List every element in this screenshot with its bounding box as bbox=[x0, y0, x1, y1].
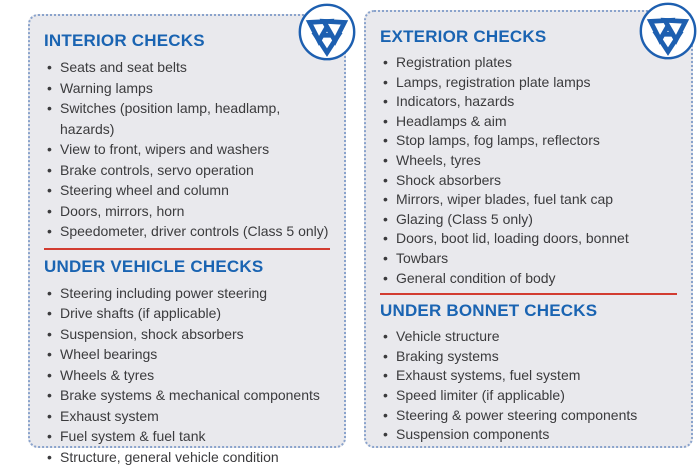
bullet-icon: • bbox=[47, 139, 60, 160]
check-list-item bbox=[380, 425, 679, 445]
section-under-bonnet-checks bbox=[380, 300, 679, 445]
check-item-label: Steering wheel and column bbox=[60, 180, 229, 201]
check-item-label: Steering & power steering components bbox=[396, 406, 637, 426]
check-list-under-bonnet bbox=[380, 327, 679, 445]
bullet-icon: • bbox=[47, 221, 60, 242]
bullet-icon: • bbox=[383, 386, 396, 406]
mot-three-triangles-icon bbox=[638, 1, 698, 61]
check-item-label: General condition of body bbox=[396, 269, 556, 289]
red-divider bbox=[380, 293, 677, 295]
bullet-icon: • bbox=[47, 201, 60, 222]
check-item-label: Vehicle structure bbox=[396, 327, 500, 347]
check-list-item bbox=[380, 53, 679, 73]
bullet-icon: • bbox=[383, 73, 396, 93]
panel-interior-under-vehicle bbox=[28, 14, 346, 448]
bullet-icon: • bbox=[383, 92, 396, 112]
bullet-icon: • bbox=[47, 78, 60, 99]
check-list-item bbox=[44, 365, 332, 386]
check-item-label: View to front, wipers and washers bbox=[60, 139, 269, 160]
bullet-icon: • bbox=[383, 112, 396, 132]
bullet-icon: • bbox=[383, 210, 396, 230]
section-under-vehicle-checks bbox=[44, 256, 332, 467]
check-item-label: Towbars bbox=[396, 249, 448, 269]
check-list-item bbox=[380, 131, 679, 151]
section-interior-checks bbox=[44, 30, 332, 242]
check-list-item bbox=[44, 221, 332, 242]
bullet-icon: • bbox=[47, 365, 60, 386]
check-item-label: Switches (position lamp, headlamp, hazards) bbox=[60, 98, 332, 139]
section-exterior-checks bbox=[380, 26, 679, 288]
panel-exterior-under-bonnet bbox=[364, 10, 693, 448]
check-item-label: Wheels, tyres bbox=[396, 151, 481, 171]
bullet-icon: • bbox=[383, 327, 396, 347]
bullet-icon: • bbox=[383, 406, 396, 426]
check-list-item bbox=[380, 249, 679, 269]
bullet-icon: • bbox=[47, 283, 60, 304]
check-item-label: Brake systems & mechanical components bbox=[60, 385, 320, 406]
check-list-item bbox=[380, 92, 679, 112]
bullet-icon: • bbox=[47, 324, 60, 345]
check-list-item bbox=[380, 171, 679, 191]
bullet-icon: • bbox=[383, 171, 396, 191]
bullet-icon: • bbox=[47, 385, 60, 406]
check-item-label: Fuel system & fuel tank bbox=[60, 426, 206, 447]
bullet-icon: • bbox=[47, 98, 60, 119]
check-list-item bbox=[44, 139, 332, 160]
bullet-icon: • bbox=[47, 57, 60, 78]
check-list-interior bbox=[44, 57, 332, 242]
bullet-icon: • bbox=[47, 406, 60, 427]
check-item-label: Seats and seat belts bbox=[60, 57, 187, 78]
check-list-item bbox=[380, 406, 679, 426]
check-list-item bbox=[44, 385, 332, 406]
check-item-label: Stop lamps, fog lamps, reflectors bbox=[396, 131, 600, 151]
bullet-icon: • bbox=[383, 229, 396, 249]
check-list-item bbox=[380, 386, 679, 406]
check-item-label: Structure, general vehicle condition bbox=[60, 447, 279, 467]
check-list-item bbox=[44, 344, 332, 365]
check-list-exterior bbox=[380, 53, 679, 288]
check-item-label: Wheel bearings bbox=[60, 344, 157, 365]
check-list-item bbox=[44, 160, 332, 181]
bullet-icon: • bbox=[383, 425, 396, 445]
bullet-icon: • bbox=[383, 347, 396, 367]
bullet-icon: • bbox=[47, 180, 60, 201]
check-list-item bbox=[44, 201, 332, 222]
check-item-label: Brake controls, servo operation bbox=[60, 160, 254, 181]
section-title-under-vehicle-checks: UNDER VEHICLE CHECKS bbox=[44, 256, 332, 278]
check-list-item bbox=[380, 327, 679, 347]
check-item-label: Shock absorbers bbox=[396, 171, 501, 191]
check-list-item bbox=[44, 57, 332, 78]
bullet-icon: • bbox=[383, 366, 396, 386]
check-item-label: Drive shafts (if applicable) bbox=[60, 303, 221, 324]
section-title-exterior-checks: EXTERIOR CHECKS bbox=[380, 26, 679, 48]
red-divider bbox=[44, 248, 330, 250]
check-list-under-vehicle bbox=[44, 283, 332, 467]
check-list-item bbox=[44, 303, 332, 324]
bullet-icon: • bbox=[383, 190, 396, 210]
bullet-icon: • bbox=[47, 160, 60, 181]
check-list-item bbox=[44, 426, 332, 447]
bullet-icon: • bbox=[383, 269, 396, 289]
bullet-icon: • bbox=[383, 53, 396, 73]
check-list-item bbox=[44, 78, 332, 99]
check-list-item bbox=[44, 283, 332, 304]
check-item-label: Exhaust system bbox=[60, 406, 159, 427]
bullet-icon: • bbox=[383, 249, 396, 269]
bullet-icon: • bbox=[47, 447, 60, 467]
check-list-item bbox=[380, 347, 679, 367]
check-list-item bbox=[380, 366, 679, 386]
check-list-item bbox=[380, 269, 679, 289]
check-item-label: Suspension, shock absorbers bbox=[60, 324, 244, 345]
check-list-item bbox=[380, 73, 679, 93]
check-item-label: Speedometer, driver controls (Class 5 only) bbox=[60, 221, 328, 242]
check-item-label: Headlamps & aim bbox=[396, 112, 507, 132]
check-item-label: Doors, mirrors, horn bbox=[60, 201, 184, 222]
section-title-interior-checks: INTERIOR CHECKS bbox=[44, 30, 332, 52]
mot-three-triangles-icon bbox=[297, 2, 357, 62]
bullet-icon: • bbox=[47, 344, 60, 365]
bullet-icon: • bbox=[47, 303, 60, 324]
check-list-item bbox=[380, 112, 679, 132]
bullet-icon: • bbox=[383, 151, 396, 171]
check-list-item bbox=[380, 229, 679, 249]
bullet-icon: • bbox=[383, 131, 396, 151]
check-list-item bbox=[44, 98, 332, 139]
check-item-label: Suspension components bbox=[396, 425, 549, 445]
check-item-label: Glazing (Class 5 only) bbox=[396, 210, 533, 230]
check-item-label: Steering including power steering bbox=[60, 283, 267, 304]
check-item-label: Exhaust systems, fuel system bbox=[396, 366, 580, 386]
check-list-item bbox=[44, 180, 332, 201]
bullet-icon: • bbox=[47, 426, 60, 447]
check-item-label: Wheels & tyres bbox=[60, 365, 154, 386]
check-item-label: Doors, boot lid, loading doors, bonnet bbox=[396, 229, 629, 249]
check-list-item bbox=[380, 190, 679, 210]
check-item-label: Indicators, hazards bbox=[396, 92, 514, 112]
check-list-item bbox=[44, 324, 332, 345]
check-list-item bbox=[380, 210, 679, 230]
section-title-under-bonnet-checks: UNDER BONNET CHECKS bbox=[380, 300, 679, 322]
check-item-label: Registration plates bbox=[396, 53, 512, 73]
check-list-item bbox=[380, 151, 679, 171]
check-item-label: Braking systems bbox=[396, 347, 499, 367]
check-item-label: Warning lamps bbox=[60, 78, 153, 99]
check-item-label: Lamps, registration plate lamps bbox=[396, 73, 591, 93]
check-item-label: Speed limiter (if applicable) bbox=[396, 386, 565, 406]
check-list-item bbox=[44, 406, 332, 427]
check-item-label: Mirrors, wiper blades, fuel tank cap bbox=[396, 190, 613, 210]
check-list-item bbox=[44, 447, 332, 467]
